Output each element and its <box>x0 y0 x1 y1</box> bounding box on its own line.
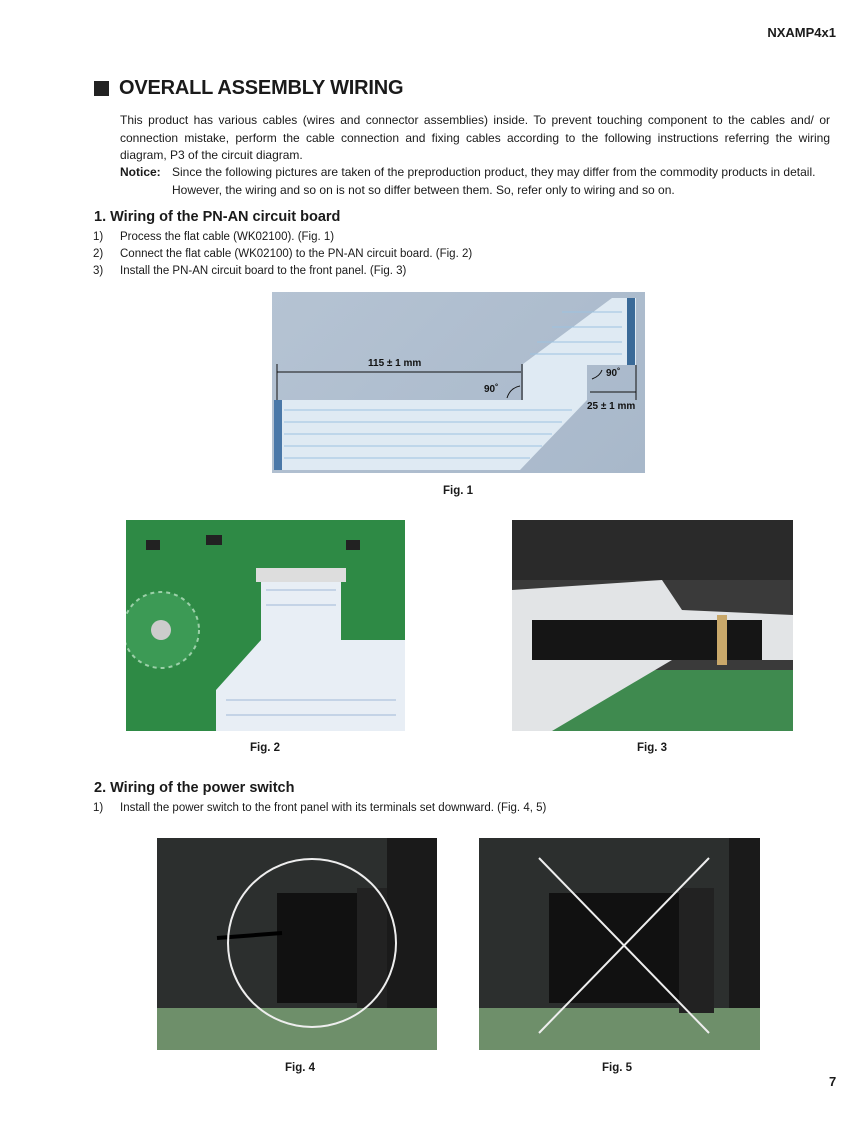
item-text: Install the power switch to the front panel with its terminals set downward. (Fig. 4, 5) <box>120 802 547 814</box>
notice-text: Since the following pictures are taken of the preproduction product, they may differ from the commodity products in detail. However, the wiring and so on is not so differ between them. So, refer only to wiring and so on. <box>172 165 816 197</box>
intro-paragraph: This product has various cables (wires and connector assemblies) inside. To prevent touching component to the cables and/ or connection mistake, perform the cable connection and fixing cables according to the following instructions referring the wiring diagram, P3 of the circuit diagram. <box>120 113 830 162</box>
fig4-photo <box>157 838 437 1050</box>
fig1-caption: Fig. 1 <box>442 485 474 497</box>
list-item <box>93 231 334 243</box>
section1-heading: 1. Wiring of the PN-AN circuit board <box>94 209 341 225</box>
fig5-photo <box>479 838 760 1050</box>
item-number: 2) <box>93 248 104 260</box>
fig2-photo <box>126 520 405 731</box>
list-item <box>93 265 406 277</box>
power-switch-incorrect-illustration <box>479 838 760 1050</box>
dimension-short: 25 ± 1 mm <box>587 401 636 412</box>
list-item <box>93 248 472 260</box>
notice-label: Notice: <box>120 165 161 179</box>
fig2-caption: Fig. 2 <box>249 742 281 754</box>
title-text: OVERALL ASSEMBLY WIRING <box>119 77 404 99</box>
item-text: Install the PN-AN circuit board to the front panel. (Fig. 3) <box>120 265 407 277</box>
front-panel-illustration <box>512 520 793 731</box>
item-text: Process the flat cable (WK02100). (Fig. 1) <box>120 231 335 243</box>
item-number: 1) <box>93 802 104 814</box>
item-text: Connect the flat cable (WK02100) to the PN-AN circuit board. (Fig. 2) <box>120 248 473 260</box>
angle-label: 90˚ <box>484 384 499 395</box>
fig4-caption: Fig. 4 <box>284 1062 316 1074</box>
fig3-caption: Fig. 3 <box>636 742 668 754</box>
item-number: 1) <box>93 231 104 243</box>
fig3-photo <box>512 520 793 731</box>
circuit-board-illustration <box>126 520 405 731</box>
model-name: NXAMP4x1 <box>767 25 836 40</box>
item-number: 3) <box>93 265 104 277</box>
list-item <box>93 802 546 814</box>
flat-cable-illustration <box>272 292 645 473</box>
angle-label: 90˚ <box>606 368 621 379</box>
square-bullet-icon <box>94 81 109 96</box>
page-title <box>94 77 403 100</box>
fig5-caption: Fig. 5 <box>601 1062 633 1074</box>
page-number: 7 <box>829 1074 837 1089</box>
section2-heading: 2. Wiring of the power switch <box>94 780 295 796</box>
notice <box>120 164 830 199</box>
dimension-long: 115 ± 1 mm <box>368 358 422 369</box>
power-switch-correct-illustration <box>157 838 437 1050</box>
fig1-photo <box>272 292 645 473</box>
